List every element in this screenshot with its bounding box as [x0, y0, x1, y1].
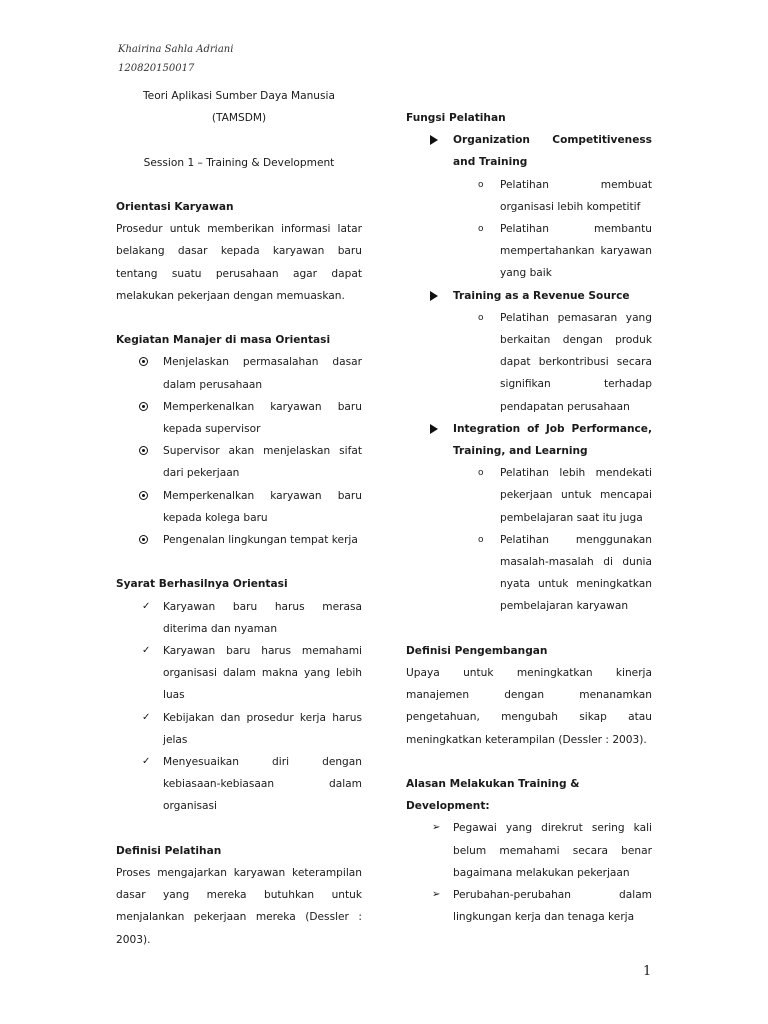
list-item: o Pelatihan lebih mendekati pekerjaan untuk mencapai pembelajaran saat itu juga [406, 462, 652, 529]
list-item: Pengenalan lingkungan tempat kerja [116, 529, 362, 551]
orientasi-paragraph: Prosedur untuk memberikan informasi latar belakang dasar kepada karyawan baru tentang suatu perusahaan agar dapat melakukan pekerjaan dengan memuaskan. [116, 223, 362, 302]
radio-bullet-icon [139, 402, 148, 411]
checkmark-icon: ✓ [142, 645, 151, 657]
arrow-bullet-icon [430, 291, 438, 301]
checkmark-icon: ✓ [142, 756, 151, 768]
list-item: o Pelatihan menggunakan masalah-masalah di dunia nyata untuk meningkatkan pembelajaran karyawan [406, 529, 652, 618]
list-item: Memperkenalkan karyawan baru kepada supervisor [116, 396, 362, 440]
doc-subtitle: (TAMSDM) [211, 112, 267, 125]
list-item: o Pelatihan membuat organisasi lebih kompetitif [406, 174, 652, 218]
checkmark-icon: ✓ [142, 600, 151, 612]
list-item: Integration of Job Performance, Training, and Learning [406, 418, 652, 462]
def-pelatihan-heading: Definisi Pelatihan [116, 844, 222, 857]
author-id: 120820150017 [118, 63, 195, 74]
radio-bullet-icon [139, 491, 148, 500]
syarat-heading: Syarat Berhasilnya Orientasi [116, 578, 288, 591]
session-title: Session 1 – Training & Development [143, 156, 335, 169]
right-column [406, 107, 652, 928]
arrowhead-bullet-icon: ➢ [432, 822, 441, 834]
list-item: Memperkenalkan karyawan baru kepada kolega baru [116, 485, 362, 529]
list-item: o Pelatihan membantu mempertahankan karyawan yang baik [406, 218, 652, 285]
list-item: ✓ Kebijakan dan prosedur kerja harus jelas [116, 707, 362, 751]
circle-bullet-icon: o [478, 179, 484, 190]
page-number: 1 [643, 964, 652, 979]
doc-title: Teori Aplikasi Sumber Daya Manusia [143, 90, 335, 102]
list-item: Menjelaskan permasalahan dasar dalam perusahaan [116, 351, 362, 395]
kegiatan-heading: Kegiatan Manajer di masa Orientasi [116, 334, 331, 347]
list-item: ✓ Karyawan baru harus memahami organisasi dalam makna yang lebih luas [116, 640, 362, 707]
list-item: Supervisor akan menjelaskan sifat dari pekerjaan [116, 440, 362, 484]
def-pengembangan-paragraph: Upaya untuk meningkatkan kinerja manajemen dengan menanamkan pengetahuan, mengubah sikap atau meningkatkan keterampilan (Dessler : 2003). [406, 667, 652, 746]
fungsi-heading: Fungsi Pelatihan [406, 112, 506, 124]
def-pengembangan-heading: Definisi Pengembangan [406, 644, 548, 657]
circle-bullet-icon: o [478, 468, 484, 479]
list-item: Organization Competitiveness and Training [406, 129, 652, 173]
left-column [116, 85, 362, 951]
arrow-bullet-icon [430, 135, 438, 145]
orientasi-heading: Orientasi Karyawan [116, 200, 234, 213]
radio-bullet-icon [139, 446, 148, 455]
radio-bullet-icon [139, 357, 148, 366]
circle-bullet-icon: o [478, 534, 484, 545]
def-pelatihan-paragraph: Proses mengajarkan karyawan keterampilan dasar yang mereka butuhkan untuk menjalankan pekerjaan mereka (Dessler : 2003). [116, 867, 362, 946]
circle-bullet-icon: o [478, 224, 484, 235]
list-item: ✓ Menyesuaikan diri dengan kebiasaan-kebiasaan dalam organisasi [116, 751, 362, 818]
circle-bullet-icon: o [478, 312, 484, 323]
list-item: o Pelatihan pemasaran yang berkaitan dengan produk dapat berkontribusi secara signifikan terhadap pendapatan perusahaan [406, 307, 652, 418]
list-item: ➢ Perubahan-perubahan dalam lingkungan kerja dan tenaga kerja [406, 884, 652, 928]
list-item: ✓ Karyawan baru harus merasa diterima dan nyaman [116, 596, 362, 640]
arrowhead-bullet-icon: ➢ [432, 889, 441, 901]
list-item: Training as a Revenue Source [406, 285, 652, 307]
list-item: ➢ Pegawai yang direkrut sering kali belum memahami secara benar bagaimana melakukan pekerjaan [406, 817, 652, 884]
alasan-heading: Alasan Melakukan Training & Development: [406, 778, 580, 813]
radio-bullet-icon [139, 535, 148, 544]
author-name: Khairina Sahla Adriani [118, 44, 234, 55]
checkmark-icon: ✓ [142, 711, 151, 723]
arrow-bullet-icon [430, 424, 438, 434]
